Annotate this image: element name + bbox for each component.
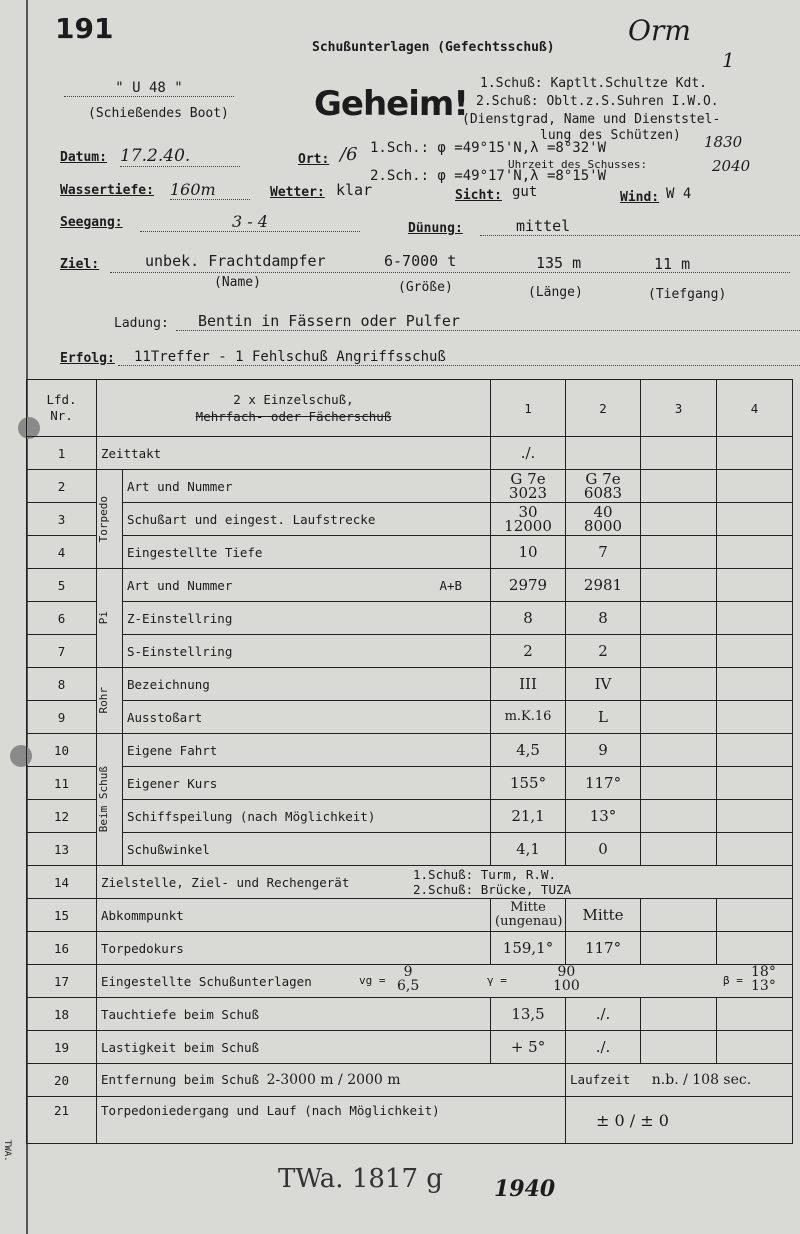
header-title-line2: Mehrfach- oder Fächerschuß [195,409,392,424]
row-label: Schußwinkel [123,833,491,866]
table-row [27,800,793,833]
row-label: Art und Nummer [127,577,233,593]
cell-col3 [641,833,717,866]
cell-col2: Mitte [566,899,641,932]
cell-col4 [717,800,793,833]
cell-col2: 117° [566,932,641,965]
laufzeit-label: Laufzeit [570,1072,631,1087]
cell-col1: 2979 [491,569,566,602]
boat-caption: (Schießendes Boot) [88,106,229,121]
duenung-label: Dünung: [408,221,463,236]
row-label: S-Einstellring [123,635,491,668]
table-row [27,734,793,767]
ladung-value: Bentin in Fässern oder Pulfer [176,312,800,331]
sicht-label: Sicht: [455,188,502,203]
group-rohr-label: Rohr [97,687,110,714]
cell-col3 [641,668,717,701]
col-header-2: 2 [566,380,641,437]
duenung-value: mittel [480,217,800,236]
cell-col3 [641,899,717,932]
cell-col4 [717,668,793,701]
page-number: 1 [722,48,735,72]
beta-value: 18° [751,964,776,980]
table-row [27,1031,793,1064]
vg-value: 6,5 [397,978,420,994]
handwritten-initials: Orm [628,14,691,47]
ziel-groesse: 6-7000 t [384,252,457,270]
cell-value: 3023 [508,484,548,502]
vg-value: 9 [403,964,413,980]
cell-col2: 9 [566,734,641,767]
ort-label: Ort: [298,152,330,167]
cell-col3 [641,1031,717,1064]
cell-col4 [717,635,793,668]
vg-label: vg = [359,974,386,987]
row-number: 6 [27,602,97,635]
cell-col1: 159,1° [491,932,566,965]
table-row [27,1097,793,1144]
rank-caption-1: (Dienstgrad, Name und Dienststel- [462,112,721,127]
datum-label: Datum: [60,150,107,165]
cell-col1: 21,1 [491,800,566,833]
cell-col3 [641,437,717,470]
cell-col1 [491,503,566,536]
ort-mark: /6 [340,144,358,165]
cell-col2: L [566,701,641,734]
wetter-value: klar [336,181,373,199]
wind-value: W 4 [666,186,692,202]
cell-value: G 7e [510,470,546,488]
group-pi [97,569,123,668]
cell-col1 [491,899,566,932]
beta-value: 13° [751,978,776,994]
table-row [27,932,793,965]
header-nr: Nr. [50,408,73,423]
cell-col3 [641,800,717,833]
row-number: 3 [27,503,97,536]
header-lfd: Lfd. [46,392,77,407]
beta-label: β = [723,974,743,987]
row-label: Art und Nummer [123,470,491,503]
table-row [27,437,793,470]
row-number: 20 [27,1064,97,1097]
table-row [27,833,793,866]
time1: 1830 [704,133,743,151]
cell-col1: 4,1 [491,833,566,866]
row-20-right [566,1064,793,1097]
doc-title: Schußunterlagen (Gefechtsschuß) [312,40,555,55]
ziel-laenge: 135 m [536,254,582,272]
cell-col4 [717,833,793,866]
cell-col4 [717,734,793,767]
seegang-label: Seegang: [60,215,123,230]
row-number: 8 [27,668,97,701]
group-rohr [97,668,123,734]
cell-col1: III [491,668,566,701]
header-title-line1: 2 x Einzelschuß, [233,392,354,407]
table-row [27,668,793,701]
cell-col2: 8 [566,602,641,635]
erfolg-label: Erfolg: [60,351,115,366]
table-row [27,503,793,536]
shot1-line: 1.Schuß: Kaptlt.Schultze Kdt. [480,76,707,91]
row-14-cell [97,866,793,899]
cell-value: Mitte [510,900,546,915]
table-row [27,866,793,899]
table-row [27,701,793,734]
cell-value: G 7e [585,470,621,488]
row-number: 13 [27,833,97,866]
caption-tiefgang: (Tiefgang) [648,287,727,302]
table-header-row [27,380,793,437]
ziel-label: Ziel: [60,257,100,272]
cell-col3 [641,701,717,734]
table-row [27,470,793,503]
cell-col2: IV [566,668,641,701]
year-stamp: 1940 [494,1176,556,1202]
row-label: Z-Einstellring [123,602,491,635]
torpedo-run-value: ± 0 / ± 0 [566,1097,793,1144]
cell-col3 [641,932,717,965]
cell-col2: 0 [566,833,641,866]
cell-value: (ungenau) [495,914,563,929]
row-number: 7 [27,635,97,668]
cell-col3 [641,635,717,668]
group-torpedo [97,470,123,569]
gamma-value: 90 [557,964,576,980]
row-number: 14 [27,866,97,899]
cell-value: 40 [593,503,613,521]
table-row [27,899,793,932]
row-label: Eingestellte Tiefe [123,536,491,569]
cell-col1: + 5° [491,1031,566,1064]
cell-value: 12000 [504,517,552,535]
table-row [27,635,793,668]
row-number: 5 [27,569,97,602]
caption-name: (Name) [214,275,261,290]
row-label: Zielstelle, Ziel- und Rechengerät [101,874,350,890]
cell-value: 30 [518,503,538,521]
cell-col2: 7 [566,536,641,569]
header-title-cell [97,380,491,437]
row-number: 4 [27,536,97,569]
row-number: 10 [27,734,97,767]
row-20-left [97,1064,566,1097]
cell-col4 [717,602,793,635]
row-label: Schußart und eingest. Laufstrecke [123,503,491,536]
cell-col3 [641,767,717,800]
cell-col3 [641,569,717,602]
row-label: Lastigkeit beim Schuß [97,1031,491,1064]
table-row [27,536,793,569]
shot1-aim: 1.Schuß: Turm, R.W. [413,867,556,882]
row-label: Ausstoßart [123,701,491,734]
row-number: 15 [27,899,97,932]
row-label: Bezeichnung [123,668,491,701]
row-number: 17 [27,965,97,998]
datum-value: 17.2.40. [120,146,240,167]
cell-col1: 155° [491,767,566,800]
cell-col1: m.K.16 [491,701,566,734]
rank-caption-2: lung des Schützen) [540,128,681,143]
row-17-cell [97,965,793,998]
time2: 2040 [712,157,751,175]
cell-col1 [491,470,566,503]
row-extra: A+B [439,577,463,593]
gamma-label: γ = [487,974,507,987]
row-label: Eigener Kurs [123,767,491,800]
cell-col3 [641,734,717,767]
boat-value: " U 48 " [64,80,234,97]
group-pi-label: Pi [97,611,110,625]
row-14-values [413,867,571,897]
ladung-label: Ladung: [114,316,169,331]
laufzeit-value: n.b. / 108 sec. [651,1072,752,1088]
row-number: 21 [27,1097,97,1144]
row-label-cell [123,569,491,602]
wassertiefe-label: Wassertiefe: [60,183,154,198]
erfolg-value: 11Treffer - 1 Fehlschuß Angriffsschuß [118,349,800,366]
table-row [27,998,793,1031]
row-number: 1 [27,437,97,470]
cell-col4 [717,569,793,602]
table-row [27,602,793,635]
shot2-line: 2.Schuß: Oblt.z.S.Suhren I.W.O. [476,94,719,109]
cell-col1: 10 [491,536,566,569]
header-lfd-nr [27,380,97,437]
cell-value: 8000 [583,517,623,535]
wetter-label: Wetter: [270,185,325,200]
row-number: 2 [27,470,97,503]
row-label: Schiffspeilung (nach Möglichkeit) [123,800,491,833]
firing-data-table [26,379,793,1144]
cell-col1: 13,5 [491,998,566,1031]
beta-values [751,965,776,993]
row-number: 9 [27,701,97,734]
group-schuss [97,734,123,866]
cell-col4 [717,998,793,1031]
cell-col2: 2 [566,635,641,668]
ziel-tiefgang: 11 m [654,255,691,273]
row-label: Torpedokurs [97,932,491,965]
row-label: Eingestellte Schußunterlagen [101,973,312,989]
cell-col1: 8 [491,602,566,635]
col-header-4: 4 [717,380,793,437]
table-row [27,767,793,800]
cell-col4 [717,536,793,569]
ort-shot2: 2.Sch.: φ =49°17'N,λ =8°15'W [370,168,607,184]
doc-number: 191 [55,12,114,45]
cell-col2: 13° [566,800,641,833]
col-header-3: 3 [641,380,717,437]
cell-col2: 117° [566,767,641,800]
group-torpedo-label: Torpedo [97,495,110,543]
cell-col2: ./. [566,998,641,1031]
seegang-value: 3 - 4 [140,212,360,232]
row-label: Tauchtiefe beim Schuß [97,998,491,1031]
row-label: Torpedoniedergang und Lauf (nach Möglichkeit) [97,1097,566,1144]
cell-col1: 2 [491,635,566,668]
cell-col3 [641,470,717,503]
distance-value: 2-3000 m / 2000 m [266,1072,401,1088]
col-header-1: 1 [491,380,566,437]
time-label: Uhrzeit des Schusses: [508,158,648,171]
cell-col4 [717,767,793,800]
row-label: Abkommpunkt [97,899,491,932]
cell-col1: ./. [491,437,566,470]
side-mark: TWA. [2,1140,12,1162]
cell-col3 [641,998,717,1031]
cell-col4 [717,701,793,734]
cell-col3 [641,503,717,536]
secret-stamp: Geheim! [314,84,468,124]
cell-col2 [566,503,641,536]
cell-col3 [641,536,717,569]
cell-col4 [717,932,793,965]
ziel-name: unbek. Frachtdampfer [145,252,326,270]
wind-label: Wind: [620,190,660,205]
cell-col4 [717,437,793,470]
wassertiefe-value: 160m [170,180,250,200]
cell-col2: ./. [566,1031,641,1064]
cell-col4 [717,470,793,503]
row-number: 18 [27,998,97,1031]
caption-groesse: (Größe) [398,280,453,295]
cell-col2: 2981 [566,569,641,602]
table-row [27,569,793,602]
ort-shot1: 1.Sch.: φ =49°15'N,λ =8°32'W [370,140,607,156]
shot2-aim: 2.Schuß: Brücke, TUZA [413,882,572,897]
cell-col4 [717,503,793,536]
archive-stamp: TWa. 1817 g [278,1164,443,1194]
cell-col2 [566,470,641,503]
cell-col4 [717,899,793,932]
cell-col2 [566,437,641,470]
table-row [27,965,793,998]
sicht-value: gut [512,184,538,200]
row-label: Zeittakt [97,437,491,470]
table-row [27,1064,793,1097]
row-number: 12 [27,800,97,833]
row-number: 19 [27,1031,97,1064]
row-label: Entfernung beim Schuß [101,1072,260,1087]
cell-col3 [641,602,717,635]
row-label: Eigene Fahrt [123,734,491,767]
cell-col1: 4,5 [491,734,566,767]
row-number: 16 [27,932,97,965]
row-number: 11 [27,767,97,800]
gamma-value: 100 [553,978,580,994]
caption-laenge: (Länge) [528,285,583,300]
gamma-values [553,965,580,993]
cell-value: 6083 [583,484,623,502]
group-schuss-label: Beim Schuß [97,766,110,833]
cell-col4 [717,1031,793,1064]
vg-values [397,965,419,993]
